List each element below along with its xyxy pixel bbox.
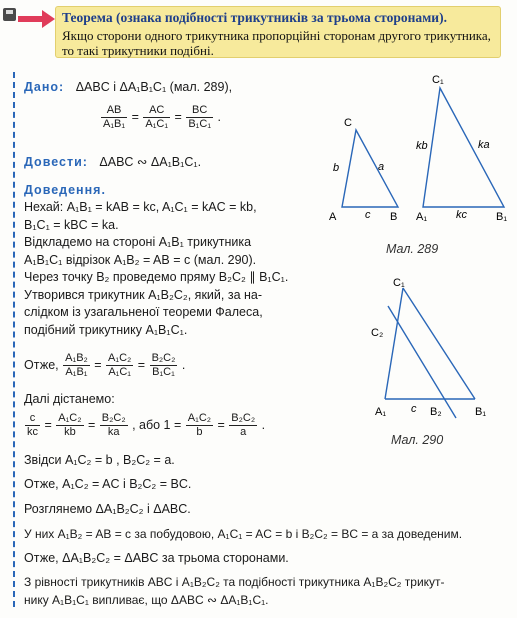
proof-line: Через точку B₂ проведемо пряму B₂C₂ ∥ B₁C₁.: [24, 270, 289, 284]
fraction: $\frac{\text{A₁C₂}}{kb}$: [58, 412, 82, 438]
side-c: c: [411, 403, 417, 415]
fraction: $\frac{\text{A₁B₂}}{\text{A₁B₁}}$: [65, 352, 88, 378]
triangle-a1b1c1: [423, 88, 504, 207]
fraction: $\frac{AB}{\text{A₁B₁}}$: [103, 104, 126, 130]
final-line-1: З рівності трикутників ABC і A₁B₂C₂ та подібності трикутника A₁B₂C₂ трикут-: [24, 575, 445, 589]
proof-line: Утворився трикутник A₁B₂C₂, який, за на-: [24, 287, 263, 302]
save-icon: [3, 8, 16, 21]
proof-line: B₁C₁ = kBC = ka.: [24, 217, 119, 232]
proof-line: подібний трикутнику A₁B₁C₁.: [24, 322, 188, 337]
prove-row: [24, 154, 201, 169]
vertex-a1: A₁: [416, 211, 428, 223]
otzhe3-text: Отже, ΔA₁B₂C₂ = ΔABC за трьома сторонами.: [24, 551, 289, 565]
figure-289: [318, 68, 514, 248]
vertex-b1: B₁: [475, 406, 487, 418]
unykh-text: У них A₁B₂ = AB = c за побудовою, A₁C₁ = AC = b і B₂C₂ = BC = a за доведеним.: [24, 527, 463, 541]
vertex-b: B: [390, 211, 398, 223]
caption-290: Мал. 290: [391, 433, 444, 447]
side-kc: kc: [456, 209, 467, 221]
proof-line: Нехай: A₁B₁ = kAB = kc, A₁C₁ = kAC = kb,: [24, 200, 257, 214]
fraction: $\frac{\text{B₂C₂}}{a}$: [231, 412, 256, 438]
given-text: ΔABC і ΔA₁B₁C₁ (мал. 289),: [75, 80, 233, 94]
fraction: $\frac{\text{B₂C₂}}{\text{B₁C₁}}$: [151, 352, 176, 378]
proof-body: [24, 199, 324, 339]
fraction: $\frac{\text{A₁C₂}}{b}$: [187, 412, 212, 438]
proof-line: A₁B₁C₁ відрізок A₁B₂ = AB = c (мал. 290).: [24, 252, 257, 267]
fraction: $\frac{\text{A₁C₂}}{\text{A₁C₁}}$: [108, 352, 132, 378]
given-row: [24, 80, 232, 94]
side-a: a: [378, 161, 385, 173]
given-proportion: $\frac{AB}{\text{A₁B₁}}$ = $\frac{AC}{\text{A₁C₁}}$ = $\frac{BC}{\text{B₁C₁}}$ .: [103, 104, 221, 130]
dali-text: Далі дістанемо:: [24, 392, 115, 406]
side-b: b: [333, 162, 340, 174]
fraction: $\frac{c}{kc}$: [27, 412, 38, 438]
otzhe2-text: Отже, A₁C₂ = AC і B₂C₂ = BC.: [24, 477, 192, 491]
triangle-abc: [342, 130, 398, 207]
proof-line: Відкладемо на стороні A₁B₁ трикутника: [24, 235, 252, 249]
vertex-a1: A₁: [375, 406, 387, 418]
otzhe-proportion: Отже, $\frac{\text{A₁B₂}}{\text{A₁B₁}}$ = $\frac{\text{A₁C₂}}{\text{A₁C₁}}$ = $\frac{\text{B₂C₂}}{\text{B₁C₁}}$ .: [24, 352, 186, 378]
side-c: c: [365, 209, 371, 221]
prove-text: ΔABC ∾ ΔA₁B₁C₁.: [99, 155, 202, 169]
dali-proportion: $\frac{c}{kc}$ = $\frac{\text{A₁C₂}}{kb}$ = $\frac{\text{B₂C₂}}{ka}$ , або 1 = $\frac{\text{A₁C₂}}{b}$ = $\frac{\text{B₂C₂}}{a}$ .: [27, 412, 266, 438]
vertex-c2: C₂: [371, 327, 384, 339]
vertex-b2: B₂: [430, 406, 442, 418]
final-line-2: нику A₁B₁C₁ випливає, що ΔABC ∾ ΔA₁B₁C₁.: [24, 593, 269, 607]
rozglyanemo-text: Розглянемо ΔA₁B₂C₂ і ΔABC.: [24, 502, 191, 516]
vertex-c1: C₁: [432, 74, 444, 86]
proof-label: Доведення.: [24, 183, 106, 197]
proof-line: слідком із узагальненої теореми Фалеса,: [24, 305, 263, 319]
side-kb: kb: [416, 140, 428, 152]
figure-290: [355, 276, 515, 426]
margin-dashed-line: [13, 72, 15, 607]
theorem-box: [55, 6, 501, 58]
side-ka: ka: [478, 139, 490, 151]
vertex-c1: C₁: [393, 277, 405, 289]
fraction: $\frac{\text{B₂C₂}}{ka}$: [101, 412, 126, 438]
given-label: Дано:: [24, 80, 65, 94]
caption-289: Мал. 289: [386, 242, 439, 256]
theorem-body: Якщо сторони одного трикутника пропорційні сторонам другого трикутника, то такі трикутники подібні.: [62, 28, 491, 58]
zvidsy-text: Звідси A₁C₂ = b , B₂C₂ = a.: [24, 453, 175, 467]
theorem-title: Теорема (ознака подібності трикутників за трьома сторонами).: [62, 10, 447, 25]
fraction: $\frac{AC}{\text{A₁C₁}}$: [145, 104, 169, 130]
prove-label: Довести:: [24, 155, 88, 169]
vertex-a: A: [329, 211, 337, 223]
fraction: $\frac{BC}{\text{B₁C₁}}$: [188, 104, 212, 130]
vertex-b1: B₁: [496, 211, 508, 223]
vertex-c: C: [344, 117, 352, 129]
